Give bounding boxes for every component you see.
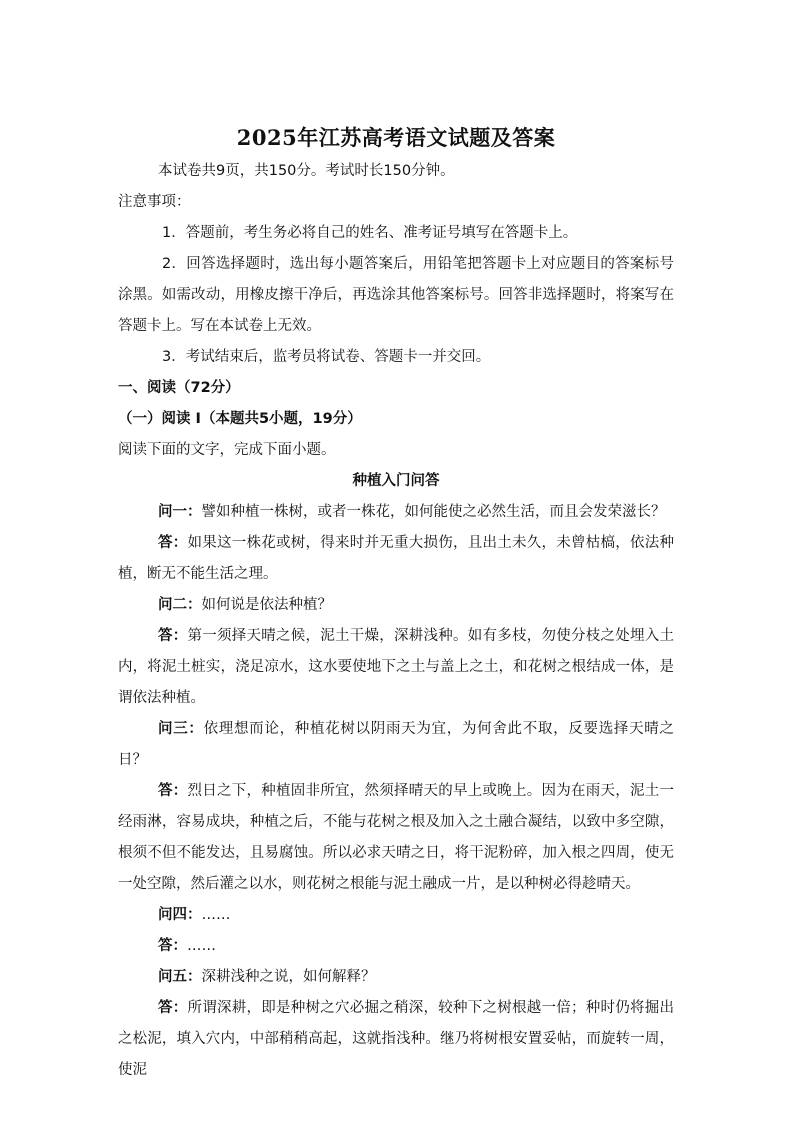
qa-text: 深耕浅种之说，如何解释？ (201, 969, 376, 985)
qa-paragraph (118, 993, 674, 1086)
qa-label: 问五： (158, 969, 202, 985)
qa-text: 烈日之下，种植固非所宜，然须择晴天的早上或晚上。因为在雨天，泥土一经雨淋，容易成块，种植之后，不能与花树之根及加入之土融合凝结，以致中多空隙，根须不但不能发达，且易腐蚀。所以必求天晴之日，将干泥粉碎，加入根之四周，使无一处空隙，然后灌之以水，则花树之根能与泥土融成一片，是以种树必得趁晴天。 (118, 783, 674, 892)
qa-label: 问一： (158, 504, 202, 520)
qa-paragraph (118, 931, 674, 962)
qa-text: …… (201, 907, 231, 923)
document-page (118, 122, 674, 1086)
qa-label: 问三： (158, 721, 204, 737)
reading-instruction: 阅读下面的文字，完成下面小题。 (118, 442, 336, 458)
note-item: 2．回答选择题时，选出每小题答案后，用铅笔把答题卡上对应题目的答案标号涂黑。如需改动，用橡皮擦干净后，再选涂其他答案标号。回答非选择题时，将案写在答题卡上。写在本试卷上无效。 (118, 256, 674, 334)
qa-paragraph (118, 621, 674, 714)
qa-paragraph (118, 590, 674, 621)
qa-text: 如果这一株花或树，得来时并无重大损伤，且出土未久，未曾枯槁，依法种植，断无不能生活之理。 (118, 535, 674, 582)
qa-text: …… (187, 938, 216, 954)
note-item: 3．考试结束后，监考员将试卷、答题卡一并交回。 (162, 349, 491, 365)
qa-paragraph (118, 962, 674, 993)
subsection-heading: （一）阅读 I（本题共5小题，19分） (118, 411, 362, 427)
qa-label: 问四： (158, 907, 202, 923)
qa-text: 第一须择天晴之候，泥土干燥，深耕浅种。如有多枝，勿使分枝之处埋入土内，将泥土桩实，浇足凉水，这水要使地下之土与盖上之土，和花树之根结成一体，是谓依法种植。 (118, 628, 674, 706)
qa-label: 答： (158, 628, 188, 644)
qa-label: 答： (158, 1000, 188, 1016)
qa-paragraph (118, 528, 674, 590)
qa-label: 问二： (158, 597, 202, 613)
exam-intro: 本试卷共9页，共150分。考试时长150分钟。 (158, 163, 455, 179)
qa-text: 依理想而论，种植花树以阴雨天为宜，为何舍此不取，反要选择天晴之日？ (118, 721, 675, 768)
qa-paragraph (118, 714, 674, 776)
qa-paragraph (118, 900, 674, 931)
qa-label: 答： (158, 535, 188, 551)
qa-label: 答： (158, 938, 187, 954)
notes-heading: 注意事项： (118, 194, 191, 210)
qa-text: 如何说是依法种植？ (201, 597, 332, 613)
note-item: 1．答题前，考生务必将自己的姓名、准考证号填写在答题卡上。 (162, 225, 578, 241)
article-title: 种植入门问答 (352, 473, 440, 489)
qa-paragraph (118, 776, 674, 900)
page-title: 2025年江苏高考语文试题及答案 (236, 125, 556, 150)
qa-paragraph (118, 497, 674, 528)
section-heading: 一、阅读（72分） (118, 380, 240, 396)
qa-label: 答： (158, 783, 188, 799)
qa-text: 譬如种植一株树，或者一株花，如何能使之必然生活，而且会发荣滋长？ (201, 504, 666, 520)
qa-text: 所谓深耕，即是种树之穴必掘之稍深，较种下之树根越一倍；种时仍将掘出之松泥，填入穴内，中部稍稍高起，这就指浅种。继乃将树根安置妥帖，而旋转一周，使泥 (118, 1000, 674, 1078)
